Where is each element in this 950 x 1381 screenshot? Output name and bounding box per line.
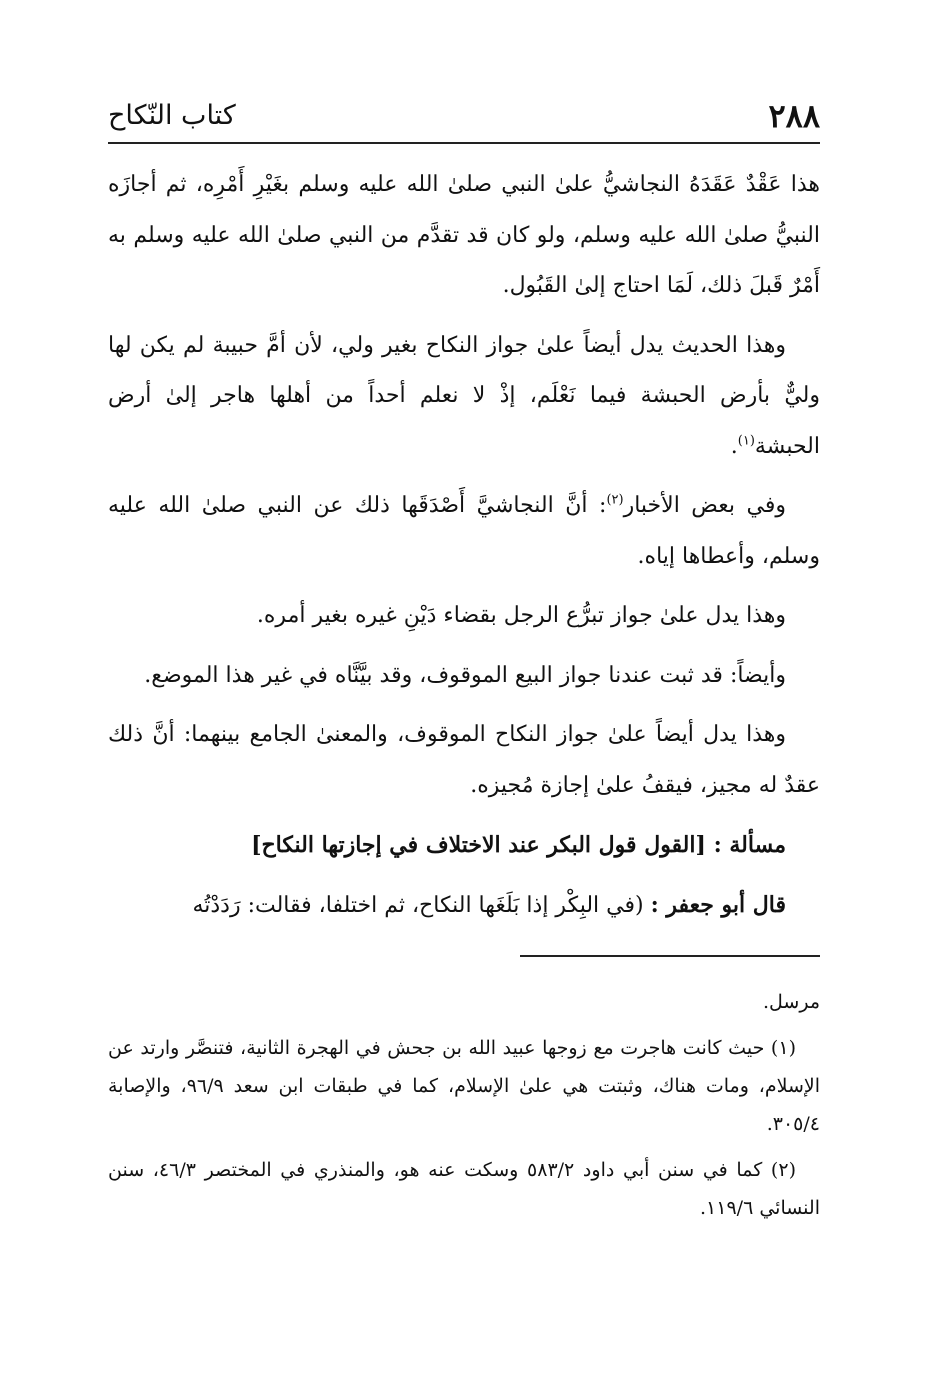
paragraph-4: وهذا يدل علىٰ جواز تبرُّع الرجل بقضاء دَيْنِ غيره بغير أمره. [256,603,786,628]
footnote-2: (٢) كما في سنن أبي داود ٥٨٣/٢ وسكت عنه هو، والمنذري في المختصر ٤٦/٣، سنن النسائي ١١٩/٦. [108,1159,820,1219]
paragraph-2 [108,321,820,473]
book-page [108,92,820,1292]
paragraph-7-text: (في البِكْر إذا بَلَغَها النكاح، ثم اختلفا، فقالت: رَدَدْتُه [192,892,644,918]
footnote-1: (١) حيث كانت هاجرت مع زوجها عبيد الله بن جحش في الهجرة الثانية، فتنصَّر وارتد عن الإسلام، ومات هناك، وثبتت هي علىٰ الإسلام، كما في طبقات ابن سعد ٩٦/٩، والإصابة ٣٠٥/٤. [108,1037,821,1135]
issue-label: مسألة : [713,832,786,858]
paragraph-6: وهذا يدل أيضاً علىٰ جواز النكاح الموقوف، والمعنىٰ الجامع بينهما: أنَّ ذلك عقدٌ له مجيز، فيقفُ علىٰ إجازة مُجيزه. [108,722,820,798]
paragraph-2-end: . [730,433,738,459]
paragraph-1: هذا عَقْدٌ عَقَدَهُ النجاشيُّ علىٰ النبي صلىٰ الله عليه وسلم بغَيْرِ أَمْرِه، ثم أجازَه النبيُّ صلىٰ الله عليه وسلم، ولو كان قد تقدَّم من النبي صلىٰ الله عليه وسلم به أَمْرٌ قَبلَ ذلك، لَمَا احتاج إلىٰ القَبُول. [108,172,820,298]
footnotes-section [108,983,820,1227]
page-number: ٢٨٨ [768,97,820,135]
paragraph-5: وأيضاً: قد ثبت عندنا جواز البيع الموقوف، وقد بيَّنَّاه في غير هذا الموضع. [144,662,786,688]
footnote-divider [520,955,820,957]
footnote-ref-1[interactable]: (١) [737,433,755,449]
footnote-continuation: مرسل. [762,991,820,1013]
paragraph-3-text: : أنَّ النجاشيَّ أَصْدَقَها ذلك عن النبي صلىٰ الله عليه وسلم، وأعطاها إياه. [108,493,820,569]
running-header [108,92,820,144]
paragraph-7 [108,880,820,932]
paragraph-3 [108,481,820,582]
book-title: كتاب النّكاح [108,100,236,131]
issue-heading [108,820,820,871]
main-text [108,160,820,931]
speaker-label: قال أبو جعفر : [650,891,786,918]
paragraph-3-start: وفي بعض الأخبار [623,493,786,518]
paragraph-2-text: وهذا الحديث يدل أيضاً علىٰ جواز النكاح بغير ولي، لأن أمَّ حبيبة لم يكن لها وليٌّ بأرض الحبشة فيما نَعْلَم، إذْ لا نعلم أحداً من أهلها هاجر إلىٰ أرض الحبشة [108,332,820,459]
footnote-ref-2[interactable]: (٢) [606,492,624,508]
issue-title: [القول قول البكر عند الاختلاف في إجازتها النكاح] [251,832,706,858]
